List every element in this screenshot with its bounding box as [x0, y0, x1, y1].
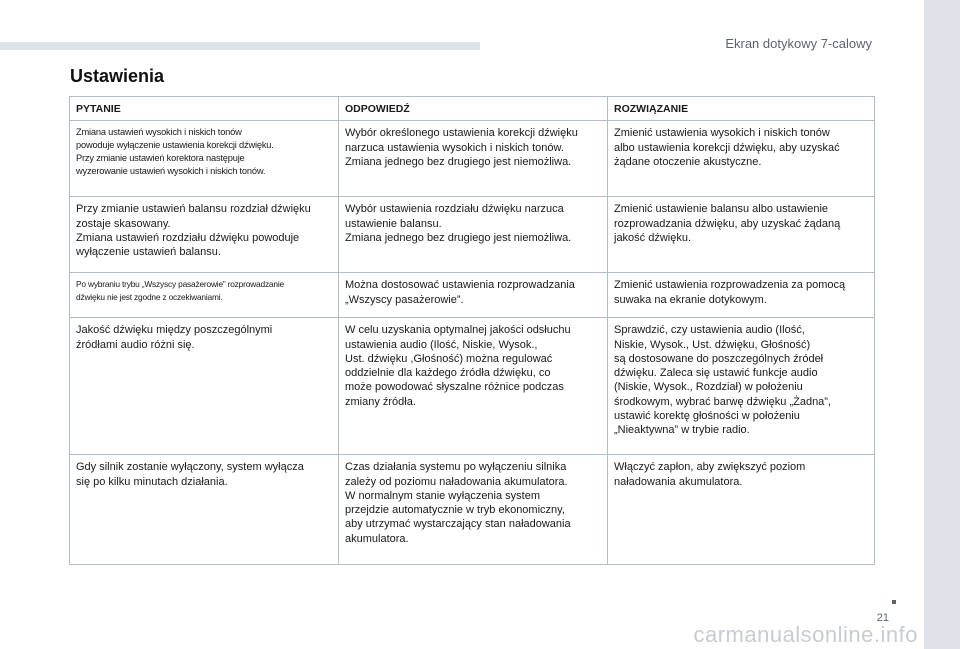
- column-header-solution: ROZWIĄZANIE: [608, 97, 875, 121]
- table-row: [70, 273, 875, 318]
- side-decor-bar: [924, 0, 960, 649]
- cell-answer: Wybór ustawienia rozdziału dźwięku narzuca ustawienie balansu. Zmiana jednego bez drugiego jest niemożliwa.: [339, 197, 608, 273]
- cell-answer: Wybór określonego ustawienia korekcji dźwięku narzuca ustawienia wysokich i niskich tonów. Zmiana jednego bez drugiego jest niemożliwa.: [339, 121, 608, 197]
- watermark: carmanualsonline.info: [693, 622, 918, 647]
- cell-answer: W celu uzyskania optymalnej jakości odsłuchu ustawienia audio (Ilość, Niskie, Wysok., Ust. dźwięku ,Głośność) można regulować oddzielnie dla każdego źródła dźwięku, co może powodować słyszalne różnice podczas zmiany źródła.: [339, 318, 608, 455]
- page-title: Ustawienia: [70, 66, 165, 86]
- table-row: [70, 455, 875, 565]
- cell-solution: Zmienić ustawienia rozprowadzenia za pomocą suwaka na ekranie dotykowym.: [608, 273, 875, 318]
- cell-solution: Zmienić ustawienia wysokich i niskich tonów albo ustawienia korekcji dźwięku, aby uzyskać żądane otoczenie akustyczne.: [608, 121, 875, 197]
- cell-question: Po wybraniu trybu „Wszyscy pasażerowie” rozprowadzanie dźwięku nie jest zgodne z oczekiwaniami.: [70, 273, 339, 318]
- table-header-row: [70, 97, 875, 121]
- column-header-question: PYTANIE: [70, 97, 339, 121]
- cell-answer: Można dostosować ustawienia rozprowadzania „Wszyscy pasażerowie”.: [339, 273, 608, 318]
- page-marker-dot: [892, 600, 896, 604]
- table-row: [70, 197, 875, 273]
- page-number: 21: [876, 612, 889, 624]
- cell-question: Zmiana ustawień wysokich i niskich tonów powoduje wyłączenie ustawienia korekcji dźwięku. Przy zmianie ustawień korektora następuje wyzerowanie ustawień wysokich i niskich tonów.: [70, 121, 339, 197]
- header-title: Ekran dotykowy 7-calowy: [725, 36, 872, 51]
- cell-answer: Czas działania systemu po wyłączeniu silnika zależy od poziomu naładowania akumulatora. W normalnym stanie wyłączenia system przejdzie automatycznie w tryb ekonomiczny, aby utrzymać wystarczający stan naładowania akumulatora.: [339, 455, 608, 565]
- cell-question: Przy zmianie ustawień balansu rozdział dźwięku zostaje skasowany. Zmiana ustawień rozdziału dźwięku powoduje wyłączenie ustawień balansu.: [70, 197, 339, 273]
- cell-question: Jakość dźwięku między poszczególnymi źródłami audio różni się.: [70, 318, 339, 455]
- table-row: [70, 121, 875, 197]
- cell-question: Gdy silnik zostanie wyłączony, system wyłącza się po kilku minutach działania.: [70, 455, 339, 565]
- troubleshooting-table-wrapper: [69, 96, 875, 565]
- cell-solution: Sprawdzić, czy ustawienia audio (Ilość, Niskie, Wysok., Ust. dźwięku, Głośność) są dostosowane do poszczególnych źródeł dźwięku. Zaleca się ustawić funkcje audio (Niskie, Wysok., Rozdział) w położeniu środkowym, wybrać barwę dźwięku „Żadna”, ustawić korektę głośności w położeniu „Nieaktywna” w trybie radio.: [608, 318, 875, 455]
- troubleshooting-table: [69, 96, 875, 565]
- column-header-answer: ODPOWIEDŹ: [339, 97, 608, 121]
- cell-solution: Zmienić ustawienie balansu albo ustawienie rozprowadzania dźwięku, aby uzyskać żądaną jakość dźwięku.: [608, 197, 875, 273]
- cell-solution: Włączyć zapłon, aby zwiększyć poziom naładowania akumulatora.: [608, 455, 875, 565]
- table-row: [70, 318, 875, 455]
- header-decor-bar: [0, 42, 480, 50]
